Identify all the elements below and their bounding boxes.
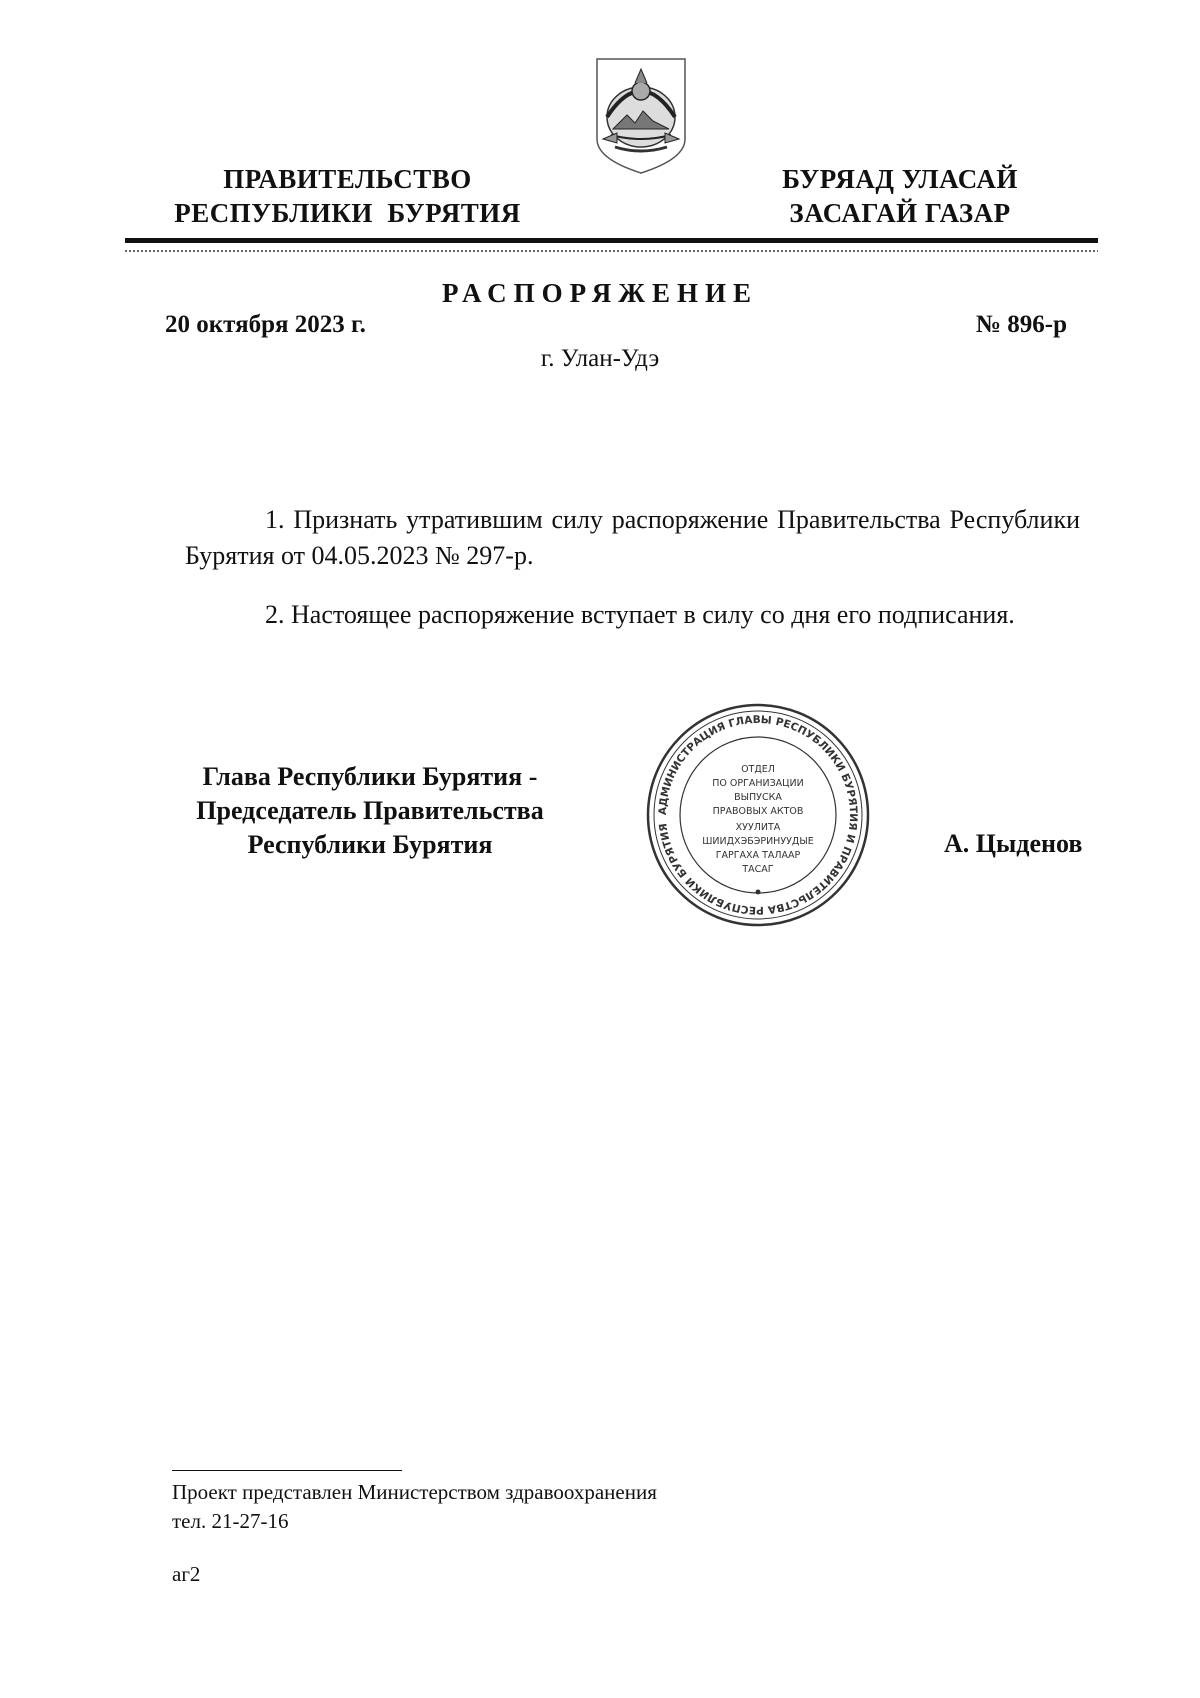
document-title: РАСПОРЯЖЕНИЕ [441,278,759,308]
header-right-line1: БУРЯАД УЛАСАЙ [782,164,1018,194]
coat-of-arms-icon [593,55,689,177]
official-seal-icon [643,700,873,930]
seal-line: ТАСАГ [742,864,774,875]
footnote [172,1478,657,1536]
header-rule-thick [125,238,1098,243]
seal-line: ВЫПУСКА [734,792,782,803]
header-right [755,162,1045,230]
header-rule-thin [125,250,1098,252]
seal-line: ГАРГАХА ТАЛААР [715,850,801,861]
signatory-title-line1: Глава Республики Бурятия - [202,762,538,791]
seal-line: ХУУЛИТА [735,822,781,833]
seal-line: ШИИДХЭБЭРИНУУДЫЕ [702,836,814,847]
document-date: 20 октября 2023 г. [165,311,366,338]
seal-line: ПО ОРГАНИЗАЦИИ [712,778,804,789]
document-number: № 896-р [975,311,1067,338]
footnote-line2: тел. 21-27-16 [172,1509,289,1533]
seal-line: ОТДЕЛ [741,764,775,775]
paragraph-2: 2. Настоящее распоряжение вступает в силу со дня его подписания. [265,600,1015,629]
signatory-title-line3: Республики Бурятия [247,830,493,859]
footnote-rule [172,1470,402,1471]
header-left-line1: ПРАВИТЕЛЬСТВО [223,164,472,194]
seal-outer-text: АДМИНИСТРАЦИЯ ГЛАВЫ РЕСПУБЛИКИ БУРЯТИЯ И ПРАВИТЕЛЬСТВА РЕСПУБЛИКИ БУРЯТИЯ [656,713,860,917]
header-left [150,162,545,230]
seal-line: ПРАВОВЫХ АКТОВ [712,806,804,817]
signatory-name: А. Цыденов [944,829,1083,858]
footnote-line1: Проект представлен Министерством здравоохранения [172,1480,657,1504]
paragraph-1: 1. Признать утратившим силу распоряжение Правительства Республики Бурятия от 04.05.2023 № 297-р. [185,505,1080,570]
header-left-line2: РЕСПУБЛИКИ БУРЯТИЯ [174,198,521,228]
signatory-title [150,760,590,862]
signatory-title-line2: Председатель Правительства [196,796,544,825]
document-code: аг2 [172,1562,201,1586]
document-city: г. Улан-Удэ [540,345,660,372]
header-right-line2: ЗАСАГАЙ ГАЗАР [789,198,1011,228]
